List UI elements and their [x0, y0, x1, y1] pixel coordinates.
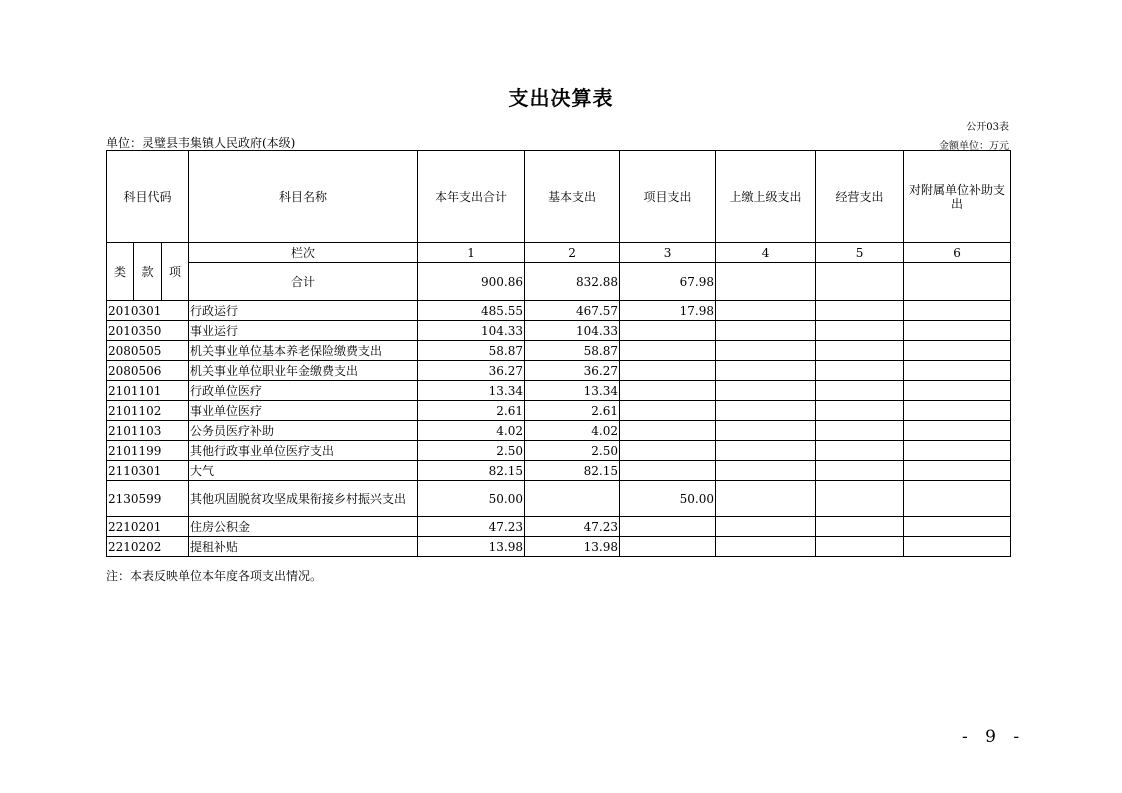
- row-subsidy: [904, 321, 1011, 341]
- row-name: 机关事业单位基本养老保险缴费支出: [189, 341, 418, 361]
- row-code: 2010350: [107, 321, 189, 341]
- row-business: [816, 321, 904, 341]
- row-subsidy: [904, 301, 1011, 321]
- row-total: 13.98: [418, 537, 525, 557]
- table-row: [107, 301, 1011, 321]
- row-basic: 13.98: [525, 537, 620, 557]
- row-basic: 104.33: [525, 321, 620, 341]
- row-upper: [716, 441, 816, 461]
- row-project: [620, 381, 716, 401]
- row-project: [620, 537, 716, 557]
- sub-header-lanci: 栏次: [189, 243, 418, 263]
- row-upper: [716, 421, 816, 441]
- column-number: 5: [816, 243, 904, 263]
- row-project: [620, 341, 716, 361]
- header-upper: 上缴上级支出: [716, 151, 816, 243]
- row-business: [816, 341, 904, 361]
- row-upper: [716, 341, 816, 361]
- row-upper: [716, 361, 816, 381]
- row-basic: 4.02: [525, 421, 620, 441]
- header-row: [107, 151, 1011, 243]
- row-business: [816, 361, 904, 381]
- row-upper: [716, 517, 816, 537]
- total-label: 合计: [189, 263, 418, 301]
- row-name: 行政单位医疗: [189, 381, 418, 401]
- row-code: 2101199: [107, 441, 189, 461]
- row-name: 公务员医疗补助: [189, 421, 418, 441]
- row-subsidy: [904, 461, 1011, 481]
- row-code: 2101102: [107, 401, 189, 421]
- row-name: 事业运行: [189, 321, 418, 341]
- row-code: 2080506: [107, 361, 189, 381]
- table-row: [107, 441, 1011, 461]
- row-upper: [716, 481, 816, 517]
- table-row: [107, 517, 1011, 537]
- table-row: [107, 381, 1011, 401]
- row-subsidy: [904, 517, 1011, 537]
- row-code: 2010301: [107, 301, 189, 321]
- row-project: 50.00: [620, 481, 716, 517]
- table-note: 注：本表反映单位本年度各项支出情况。: [106, 569, 323, 583]
- column-number: 3: [620, 243, 716, 263]
- row-project: [620, 361, 716, 381]
- total-business: [816, 263, 904, 301]
- row-business: [816, 421, 904, 441]
- header-business: 经营支出: [816, 151, 904, 243]
- header-project: 项目支出: [620, 151, 716, 243]
- table-row: [107, 461, 1011, 481]
- row-basic: 2.50: [525, 441, 620, 461]
- column-number: 2: [525, 243, 620, 263]
- form-number: 公开03表: [966, 122, 1009, 133]
- row-name: 提租补贴: [189, 537, 418, 557]
- column-number-row: [107, 243, 1011, 263]
- unit-label: 单位：灵璧县韦集镇人民政府(本级): [106, 136, 296, 150]
- header-total: 本年支出合计: [418, 151, 525, 243]
- row-total: 2.61: [418, 401, 525, 421]
- table-row: [107, 421, 1011, 441]
- row-code: 2210202: [107, 537, 189, 557]
- page-number: - 9 -: [962, 727, 1026, 747]
- row-upper: [716, 321, 816, 341]
- row-basic: 467.57: [525, 301, 620, 321]
- row-business: [816, 401, 904, 421]
- row-code: 2210201: [107, 517, 189, 537]
- row-project: [620, 441, 716, 461]
- row-business: [816, 481, 904, 517]
- row-upper: [716, 461, 816, 481]
- row-subsidy: [904, 481, 1011, 517]
- row-name: 其他巩固脱贫攻坚成果衔接乡村振兴支出: [189, 481, 418, 517]
- row-code: 2101103: [107, 421, 189, 441]
- row-name: 大气: [189, 461, 418, 481]
- row-name: 住房公积金: [189, 517, 418, 537]
- row-project: 17.98: [620, 301, 716, 321]
- header-basic: 基本支出: [525, 151, 620, 243]
- row-name: 其他行政事业单位医疗支出: [189, 441, 418, 461]
- total-row: [107, 263, 1011, 301]
- expenditure-table: [106, 150, 1011, 557]
- row-subsidy: [904, 441, 1011, 461]
- row-basic: 82.15: [525, 461, 620, 481]
- header-subsidy: 对附属单位补助支出: [904, 151, 1011, 243]
- row-code: 2130599: [107, 481, 189, 517]
- row-subsidy: [904, 341, 1011, 361]
- row-upper: [716, 301, 816, 321]
- row-total: 58.87: [418, 341, 525, 361]
- total-project: 67.98: [620, 263, 716, 301]
- row-basic: 47.23: [525, 517, 620, 537]
- row-total: 104.33: [418, 321, 525, 341]
- row-business: [816, 301, 904, 321]
- row-total: 47.23: [418, 517, 525, 537]
- row-name: 事业单位医疗: [189, 401, 418, 421]
- total-amount: 900.86: [418, 263, 525, 301]
- row-total: 13.34: [418, 381, 525, 401]
- row-subsidy: [904, 537, 1011, 557]
- row-project: [620, 517, 716, 537]
- row-upper: [716, 401, 816, 421]
- row-business: [816, 461, 904, 481]
- table-row: [107, 341, 1011, 361]
- row-basic: 58.87: [525, 341, 620, 361]
- table-row: [107, 481, 1011, 517]
- header-code: 科目代码: [107, 151, 189, 243]
- total-basic: 832.88: [525, 263, 620, 301]
- row-upper: [716, 381, 816, 401]
- sub-header-kuan: 款: [134, 243, 162, 301]
- row-business: [816, 441, 904, 461]
- table-row: [107, 361, 1011, 381]
- row-basic: [525, 481, 620, 517]
- row-business: [816, 517, 904, 537]
- total-upper: [716, 263, 816, 301]
- row-total: 485.55: [418, 301, 525, 321]
- column-number: 6: [904, 243, 1011, 263]
- row-subsidy: [904, 381, 1011, 401]
- table-row: [107, 401, 1011, 421]
- row-business: [816, 381, 904, 401]
- row-subsidy: [904, 361, 1011, 381]
- row-total: 2.50: [418, 441, 525, 461]
- column-number: 1: [418, 243, 525, 263]
- row-name: 机关事业单位职业年金缴费支出: [189, 361, 418, 381]
- row-project: [620, 421, 716, 441]
- row-code: 2101101: [107, 381, 189, 401]
- total-subsidy: [904, 263, 1011, 301]
- row-upper: [716, 537, 816, 557]
- row-name: 行政运行: [189, 301, 418, 321]
- table-row: [107, 537, 1011, 557]
- row-project: [620, 321, 716, 341]
- row-total: 36.27: [418, 361, 525, 381]
- row-subsidy: [904, 401, 1011, 421]
- column-number: 4: [716, 243, 816, 263]
- money-unit: 金额单位：万元: [939, 141, 1009, 152]
- row-total: 82.15: [418, 461, 525, 481]
- row-business: [816, 537, 904, 557]
- row-code: 2110301: [107, 461, 189, 481]
- row-project: [620, 461, 716, 481]
- row-total: 4.02: [418, 421, 525, 441]
- row-total: 50.00: [418, 481, 525, 517]
- table-row: [107, 321, 1011, 341]
- row-basic: 13.34: [525, 381, 620, 401]
- row-subsidy: [904, 421, 1011, 441]
- row-project: [620, 401, 716, 421]
- row-basic: 2.61: [525, 401, 620, 421]
- sub-header-lei: 类: [107, 243, 134, 301]
- page-title: 支出决算表: [508, 86, 614, 110]
- header-name: 科目名称: [189, 151, 418, 243]
- sub-header-xiang: 项: [162, 243, 189, 301]
- row-basic: 36.27: [525, 361, 620, 381]
- table-body: [107, 151, 1011, 557]
- row-code: 2080505: [107, 341, 189, 361]
